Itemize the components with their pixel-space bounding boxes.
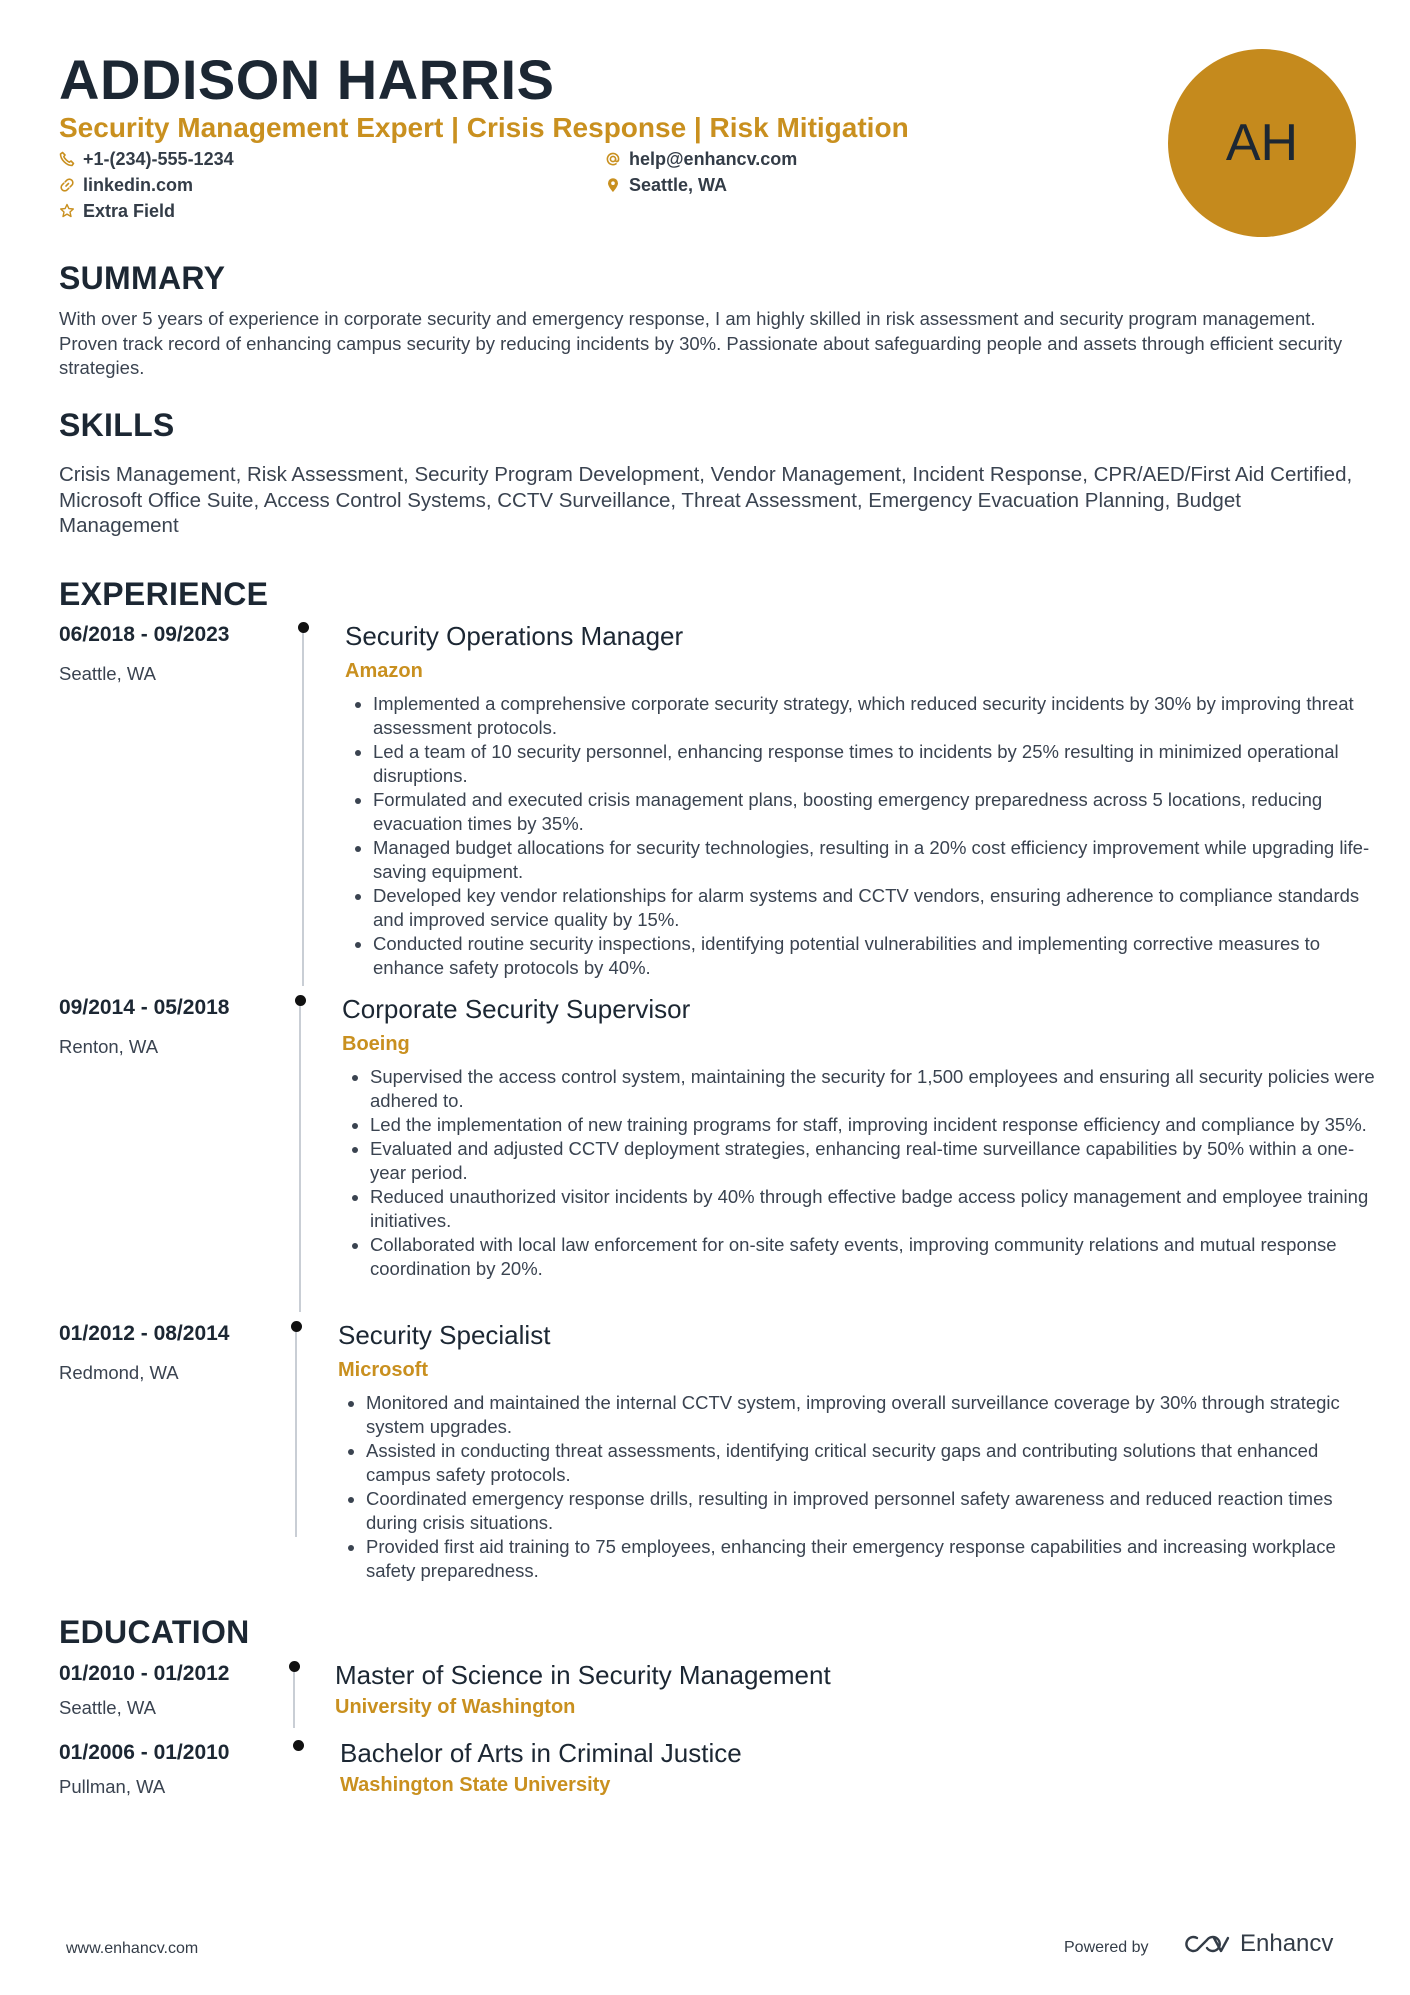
star-icon [59,203,75,219]
timeline-line [295,1328,297,1537]
job-bullets [346,1065,1383,1281]
list-item: • Monitored and maintained the internal CCTV system, improving overall surveillance coverage by 30% through strategic system upgrades. [366,1391,1383,1439]
skills-title: SKILLS [59,407,175,443]
list-item: • Implemented a comprehensive corporate security strategy, which reduced security incidents by 30% by improving threat assessment protocols. [373,692,1383,740]
linkedin-contact[interactable] [59,173,193,197]
extra-field-text: Extra Field [83,201,176,221]
list-item: • Led a team of 10 security personnel, enhancing response times to incidents by 25% resulting in minimized operational disruptions. [373,740,1383,788]
link-icon [59,177,75,193]
phone-icon [59,151,75,167]
job-bullets [342,1391,1383,1583]
education-location: Pullman, WA [59,1776,166,1797]
summary-title: SUMMARY [59,260,226,296]
list-item: • Coordinated emergency response drills, resulting in improved personnel safety awareness and reduced reaction times during crisis situations. [366,1487,1383,1535]
list-item: • Formulated and executed crisis management plans, boosting emergency preparedness across 5 locations, reducing evacuation times by 35%. [373,788,1383,836]
list-item: • Evaluated and adjusted CCTV deployment strategies, enhancing real-time surveillance capabilities by 50% within a one-year period. [370,1137,1383,1185]
list-item: • Collaborated with local law enforcement for on-site safety events, improving community relations and mutual response coordination by 20%. [370,1233,1383,1281]
job-bullets [349,692,1383,980]
list-item: • Conducted routine security inspections, identifying potential vulnerabilities and implementing corrective measures to enhance safety protocols by 40%. [373,932,1383,980]
avatar [1168,49,1356,237]
school-name: University of Washington [335,1696,576,1718]
email-text: help@enhancv.com [629,149,798,169]
avatar-initials: AH [1225,114,1299,172]
list-item: • Provided first aid training to 75 employees, enhancing their emergency response capabilities and increasing workplace safety preparedness. [366,1535,1383,1583]
job-location: Renton, WA [59,1036,159,1057]
job-location: Redmond, WA [59,1362,179,1383]
job-title: Security Operations Manager [345,621,684,651]
enhancv-logo[interactable] [1184,1930,1333,1958]
job-dates: 09/2014 - 05/2018 [59,996,230,1019]
company-name: Boeing [342,1033,410,1055]
location-pin-icon [605,177,621,193]
job-dates: 06/2018 - 09/2023 [59,623,230,646]
job-title: Security Specialist [338,1320,551,1350]
education-location: Seattle, WA [59,1697,156,1718]
job-title: Corporate Security Supervisor [342,994,691,1024]
enhancv-logo-icon [1184,1932,1230,1956]
location-text: Seattle, WA [629,175,728,195]
timeline-dot [291,1321,302,1332]
location-contact [605,173,727,197]
education-dates: 01/2006 - 01/2010 [59,1741,230,1764]
education-title: EDUCATION [59,1614,250,1650]
phone-text: +1-(234)-555-1234 [83,149,234,169]
extra-field [59,199,175,223]
timeline-dot [289,1661,300,1672]
company-name: Microsoft [338,1359,428,1381]
candidate-name: ADDISON HARRIS [59,48,555,111]
list-item: • Assisted in conducting threat assessments, identifying critical security gaps and contributing solutions that enhanced campus safety protocols. [366,1439,1383,1487]
skills-text: Crisis Management, Risk Assessment, Security Program Development, Vendor Management, Incident Response, CPR/AED/First Aid Certified, Microsoft Office Suite, Access Control Systems, CCTV Surveillance, Threat Assessment, Emergency Evacuation Planning, Budget Management [59,463,1353,537]
list-item: • Developed key vendor relationships for alarm systems and CCTV vendors, ensuring adherence to compliance standards and improved service quality by 15%. [373,884,1383,932]
timeline-dot [295,995,306,1006]
list-item: • Led the implementation of new training programs for staff, improving incident response efficiency and compliance by 35%. [370,1113,1383,1137]
powered-by-label: Powered by [1064,1939,1149,1956]
enhancv-brand-text: Enhancv [1240,1930,1334,1957]
phone-contact[interactable] [59,147,234,171]
linkedin-text: linkedin.com [83,175,194,195]
headline: Security Management Expert | Crisis Response | Risk Mitigation [59,112,909,143]
list-item: • Reduced unauthorized visitor incidents by 40% through effective badge access policy management and employee training initiatives. [370,1185,1383,1233]
list-item: • Supervised the access control system, maintaining the security for 1,500 employees and ensuring all security policies were adhered to. [370,1065,1383,1113]
education-dates: 01/2010 - 01/2012 [59,1662,230,1685]
timeline-line [302,628,304,986]
experience-title: EXPERIENCE [59,576,269,612]
job-dates: 01/2012 - 08/2014 [59,1322,230,1345]
timeline-line [299,1002,301,1312]
company-name: Amazon [345,660,423,682]
degree-title: Master of Science in Security Management [335,1660,831,1690]
list-item: • Managed budget allocations for security technologies, resulting in a 20% cost efficiency improvement while upgrading life-saving equipment. [373,836,1383,884]
degree-title: Bachelor of Arts in Criminal Justice [340,1738,742,1768]
school-name: Washington State University [340,1774,611,1796]
job-location: Seattle, WA [59,663,156,684]
timeline-line [293,1668,295,1728]
timeline-dot [298,622,309,633]
summary-text: With over 5 years of experience in corporate security and emergency response, I am highly skilled in risk assessment and security program management. Proven track record of enhancing campus security by reducing incidents by 30%. Passionate about safeguarding people and assets through efficient security strategies. [59,308,1343,378]
timeline-dot [293,1740,304,1751]
at-icon [605,151,621,167]
footer-url[interactable]: www.enhancv.com [66,1940,199,1957]
email-contact[interactable] [605,147,797,171]
